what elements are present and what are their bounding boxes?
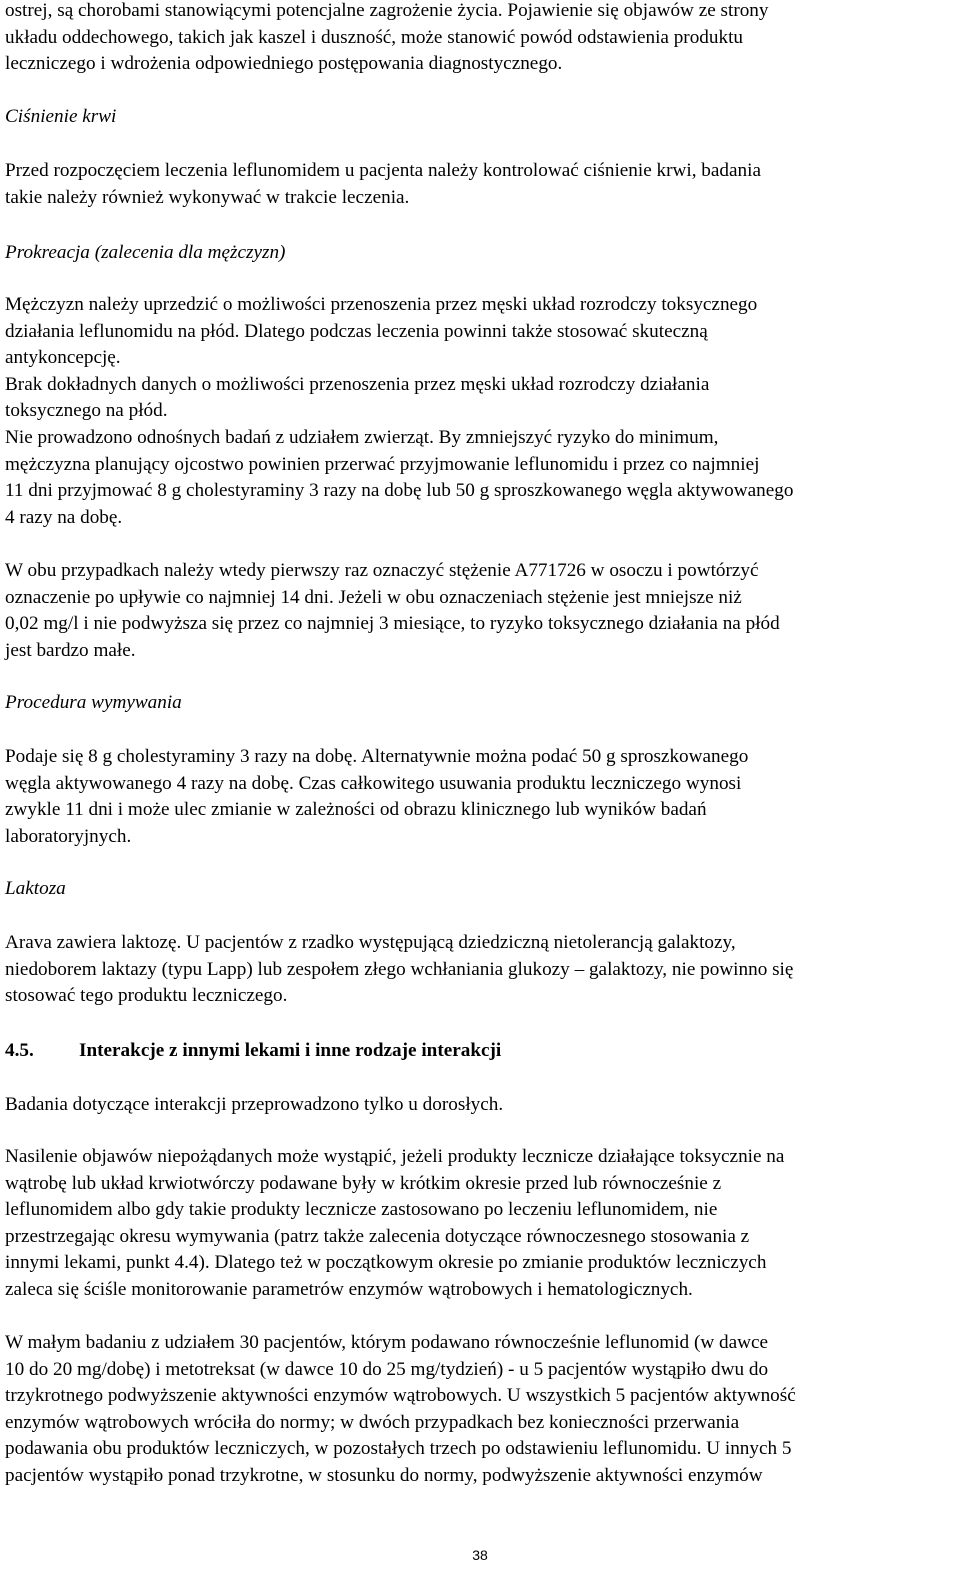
text-line: laboratoryjnych. — [5, 825, 132, 847]
text-line: układu oddechowego, takich jak kaszel i duszność, może stanowić powód odstawienia produktu — [5, 26, 743, 48]
interactions-paragraph-1 — [5, 1092, 503, 1119]
procreation-paragraph-b — [5, 558, 780, 664]
text-line: niedoborem laktazy (typu Lapp) lub zespołem złego wchłaniania glukozy – galaktozy, nie powinno się — [5, 958, 794, 980]
text-line: wątrobę lub układ krwiotwórczy podawane były w krótkim okresie przed lub równocześnie z — [5, 1172, 722, 1194]
text-line: Przed rozpoczęciem leczenia leflunomidem u pacjenta należy kontrolować ciśnienie krwi, badania — [5, 160, 761, 181]
washout-paragraph — [5, 744, 748, 850]
subheading-blood-pressure: Ciśnienie krwi — [5, 106, 117, 127]
text-line: przestrzegając okresu wymywania (patrz także zalecenia dotyczące równoczesnego stosowania z — [5, 1225, 750, 1247]
text-line: enzymów wątrobowych wróciła do normy; w dwóch przypadkach bez konieczności przerwania — [5, 1411, 740, 1433]
text-line: leflunomidem albo gdy takie produkty lecznicze zastosowano po leczeniu leflunomidem, nie — [5, 1199, 718, 1221]
text-line: ostrej, są chorobami stanowiącymi potencjalne zagrożenie życia. Pojawienie się objawów ze strony — [5, 0, 769, 21]
text-line: oznaczenie po upływie co najmniej 14 dni. Jeżeli w obu oznaczeniach stężenie jest mniejsze niż — [5, 586, 742, 608]
text-line: W małym badaniu z udziałem 30 pacjentów, którym podawano równocześnie leflunomid (w dawce — [5, 1332, 768, 1353]
text-line: Arava zawiera laktozę. U pacjentów z rzadko występującą dziedziczną nietolerancją galaktozy, — [5, 932, 736, 953]
text-line: stosować tego produktu leczniczego. — [5, 985, 288, 1007]
procreation-paragraph-a — [5, 292, 793, 531]
subheading-lactose: Laktoza — [5, 878, 66, 899]
text-line: Badania dotyczące interakcji przeprowadzono tylko u dorosłych. — [5, 1094, 504, 1115]
text-line: pacjentów wystąpiło ponad trzykrotne, w stosunku do normy, podwyższenie aktywności enzymów — [5, 1464, 763, 1486]
intro-paragraph — [5, 0, 769, 78]
text-line: węgla aktywowanego 4 razy na dobę. Czas całkowitego usuwania produktu leczniczego wynosi — [5, 772, 742, 794]
text-line: antykoncepcję. — [5, 347, 121, 369]
text-line: 4 razy na dobę. — [5, 506, 123, 528]
text-line: zwykle 11 dni i może ulec zmianie w zależności od obrazu klinicznego lub wyników badań — [5, 799, 707, 821]
text-line: Nasilenie objawów niepożądanych może wystąpić, jeżeli produkty lecznicze działające toksycznie na — [5, 1146, 785, 1167]
text-line: Brak dokładnych danych o możliwości przenoszenia przez męski układ rozrodczy działania — [5, 373, 710, 395]
text-line: innymi lekami, punkt 4.4). Dlatego też w początkowym okresie po zmianie produktów leczniczych — [5, 1252, 767, 1274]
subheading-washout: Procedura wymywania — [5, 692, 182, 713]
subheading-procreation: Prokreacja (zalecenia dla mężczyzn) — [5, 242, 286, 263]
page-number: 38 — [472, 1547, 488, 1563]
text-line: W obu przypadkach należy wtedy pierwszy raz oznaczyć stężenie A771726 w osoczu i powtórzyć — [5, 560, 759, 581]
interactions-paragraph-2 — [5, 1144, 784, 1304]
text-line: jest bardzo małe. — [5, 639, 136, 661]
text-line: zaleca się ściśle monitorowanie parametrów enzymów wątrobowych i hematologicznych. — [5, 1278, 693, 1300]
text-line: podawania obu produktów leczniczych, w pozostałych trzech po odstawieniu leflunomidu. U innych 5 — [5, 1438, 792, 1460]
text-line: leczniczego i wdrożenia odpowiedniego postępowania diagnostycznego. — [5, 53, 563, 75]
text-line: 10 do 20 mg/dobę) i metotreksat (w dawce 10 do 25 mg/tydzień) - u 5 pacjentów wystąpiło dwu do — [5, 1358, 769, 1380]
text-line: Mężczyzn należy uprzedzić o możliwości przenoszenia przez męski układ rozrodczy toksycznego — [5, 294, 758, 315]
section-number: 4.5. — [5, 1040, 34, 1061]
interactions-paragraph-3 — [5, 1330, 796, 1490]
lactose-paragraph — [5, 930, 793, 1010]
blood-pressure-paragraph — [5, 158, 761, 211]
text-line: działania leflunomidu na płód. Dlatego podczas leczenia powinni także stosować skuteczną — [5, 320, 708, 342]
section-heading-4-5 — [5, 1038, 501, 1065]
text-line: 11 dni przyjmować 8 g cholestyraminy 3 razy na dobę lub 50 g sproszkowanego węgla aktywowanego — [5, 480, 794, 502]
text-line: mężczyzna planujący ojcostwo powinien przerwać przyjmowanie leflunomidu i przez co najmniej — [5, 453, 760, 475]
text-line: trzykrotnego podwyższenie aktywności enzymów wątrobowych. U wszystkich 5 pacjentów aktywność — [5, 1385, 796, 1407]
text-line: Podaje się 8 g cholestyraminy 3 razy na dobę. Alternatywnie można podać 50 g sproszkowanego — [5, 746, 749, 767]
section-title: Interakcje z innymi lekami i inne rodzaje interakcji — [79, 1040, 502, 1061]
text-line: Nie prowadzono odnośnych badań z udziałem zwierząt. By zmniejszyć ryzyko do minimum, — [5, 426, 719, 448]
text-line: toksycznego na płód. — [5, 400, 168, 422]
text-line: 0,02 mg/l i nie podwyższa się przez co najmniej 3 miesiące, to ryzyko toksycznego działania na płód — [5, 613, 780, 635]
text-line: takie należy również wykonywać w trakcie leczenia. — [5, 186, 410, 208]
